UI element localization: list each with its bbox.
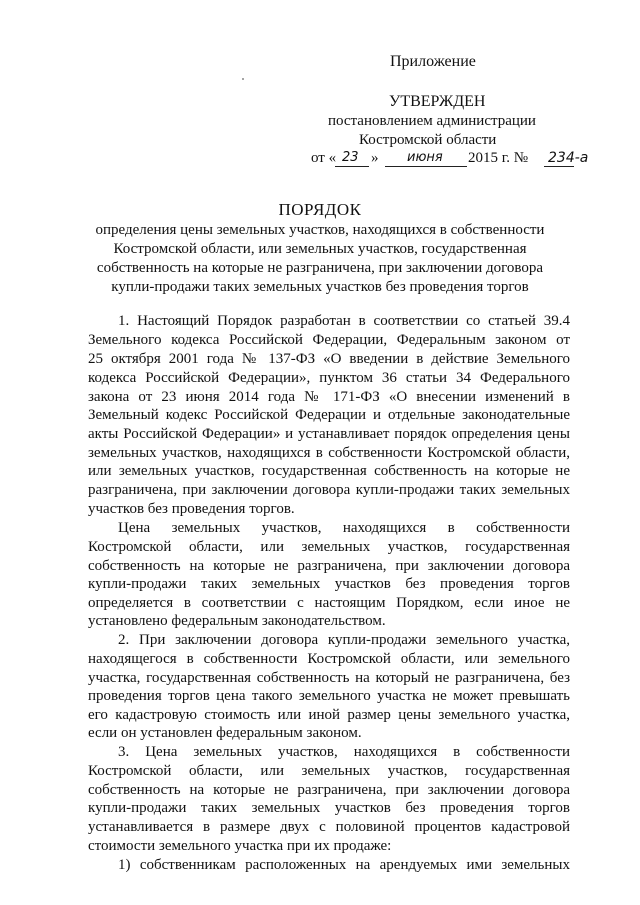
subtitle-line: определения цены земельных участков, находящихся в собственности xyxy=(95,222,545,238)
paragraph-1-line: кодекса Российской Федерации», пунктом 36 статьи 34 Федерального xyxy=(88,370,570,386)
paragraph-3-line: его кадастровую стоимость или иной размер цены земельного участка, xyxy=(88,707,570,723)
date-day-underline xyxy=(335,166,369,167)
paragraph-1-line: земельных участков, находящихся в собственности Костромской области, xyxy=(88,445,570,461)
approval-date-line xyxy=(311,148,611,172)
paragraph-1-line: разграничена, при заключении договора купли-продажи таких земельных xyxy=(88,482,570,498)
paragraph-2-line: Цена земельных участков, находящихся в собственности xyxy=(118,520,570,536)
paragraph-1-line: 1. Настоящий Порядок разработан в соответствии со статьей 39.4 xyxy=(118,313,570,329)
paragraph-1-line: Земельный кодекс Российской Федерации и отдельные законодательные xyxy=(88,407,570,423)
approved-by-resolution: постановлением администрации xyxy=(328,113,536,129)
paragraph-2-line: определяется в соответствии с настоящим Порядком, если иное не xyxy=(88,595,570,611)
paragraph-2-line: установлено федеральным законодательством. xyxy=(88,613,386,629)
paragraph-1-line: участков без проведения торгов. xyxy=(88,501,295,517)
date-quote-close: » xyxy=(371,150,379,166)
date-prefix: от « xyxy=(311,150,337,166)
paragraph-3-line: 2. При заключении договора купли-продажи земельного участка, xyxy=(118,632,570,648)
subtitle-line: Костромской области, или земельных участков, государственная xyxy=(113,241,527,257)
date-day: 23 xyxy=(342,150,359,165)
document-subtitle xyxy=(0,221,640,297)
approved-label: УТВЕРЖДЕН xyxy=(389,93,486,110)
paragraph-4-line: Костромской области, или земельных участков, государственная xyxy=(88,763,570,779)
paragraph-3-line: если он установлен федеральным законом. xyxy=(88,725,362,741)
paragraph-4-line: стоимости земельного участка при их продаже: xyxy=(88,838,392,854)
paragraph-3-line: проведения торгов цена такого земельного участка не может превышать xyxy=(88,688,570,704)
paragraph-2-line: Костромской области, или земельных участков, государственная xyxy=(88,539,570,555)
paragraph-2-line: собственность на которые не разграничена, при заключении договора xyxy=(88,558,570,574)
approved-region: Костромской области xyxy=(359,132,497,148)
paragraph-4-line: 3. Цена земельных участков, находящихся в собственности xyxy=(118,744,570,760)
paragraph-1-line: Земельного кодекса Российской Федерации, Федеральным законом от xyxy=(88,332,570,348)
subtitle-line: купли-продажи таких земельных участков без проведения торгов xyxy=(111,279,529,295)
subtitle-line: собственность на которые не разграничена, при заключении договора xyxy=(96,260,544,276)
document-title: ПОРЯДОК xyxy=(278,200,362,219)
paragraph-1-line: акты Российской Федерации» и устанавливает порядок определения цены xyxy=(88,426,570,442)
paragraph-1-line: закона от 23 июня 2014 года № 171-ФЗ «О внесении изменений в xyxy=(88,389,570,405)
paragraph-4-line: собственность на которые не разграничена, при заключении договора xyxy=(88,782,570,798)
date-year-number-label: 2015 г. № xyxy=(468,150,529,166)
paragraph-3-line: находящегося в собственности Костромской области, или земельного xyxy=(88,651,570,667)
paragraph-4-line: устанавливается в размере двух с половиной процентов кадастровой xyxy=(88,819,570,835)
paragraph-1-line: 25 октября 2001 года № 137-ФЗ «О введении в действие Земельного xyxy=(88,351,570,367)
paragraph-2-line: купли-продажи таких земельных участков без проведения торгов xyxy=(88,576,570,592)
paragraph-4-line: 1) собственникам расположенных на арендуемых ими земельных xyxy=(118,857,570,873)
date-month-underline xyxy=(385,166,467,167)
paragraph-4-line: купли-продажи таких земельных участков без проведения торгов xyxy=(88,800,570,816)
document-number: 234-а xyxy=(548,150,589,166)
paragraph-3-line: участка, государственная собственность на который не разграничена, без xyxy=(88,670,570,686)
paragraph-1-line: или земельных участков, государственная собственность на которые не xyxy=(88,463,570,479)
appendix-label: Приложение xyxy=(390,53,476,70)
scan-speck xyxy=(242,78,244,80)
document-number-underline xyxy=(544,166,574,167)
date-month: июня xyxy=(407,150,443,165)
